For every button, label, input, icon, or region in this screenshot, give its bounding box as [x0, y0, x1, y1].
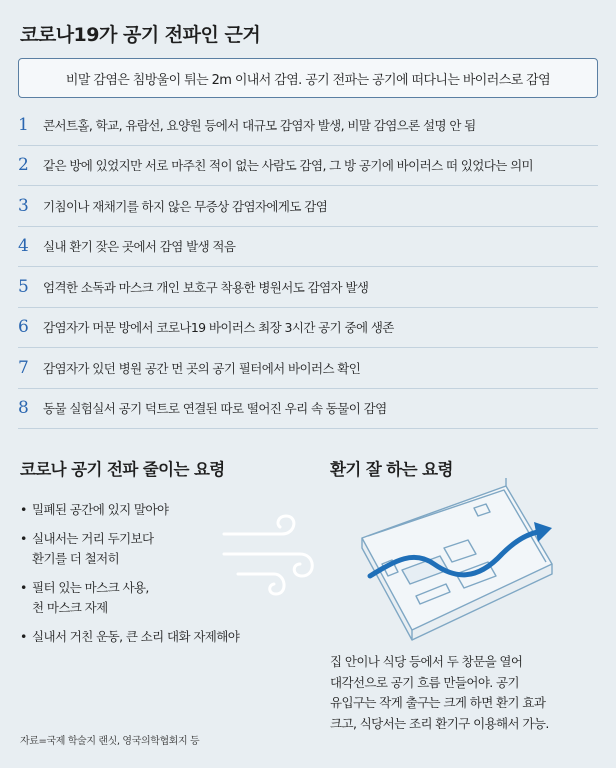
tips-title: 코로나 공기 전파 줄이는 요령 — [20, 460, 225, 479]
evidence-text: 같은 방에 있었지만 서로 마주친 적이 없는 사람도 감염, 그 방 공기에 바이러스 떠 있었다는 의미 — [43, 158, 534, 174]
tip-line: 천 마스크 자제 — [32, 600, 108, 615]
evidence-text: 실내 환기 잦은 곳에서 감염 발생 적음 — [43, 239, 236, 255]
evidence-text: 콘서트홀, 학교, 유람선, 요양원 등에서 대규모 감염자 발생, 비말 감염으론 설명 안 됨 — [43, 117, 476, 133]
ventilation-line: 집 안이나 식당 등에서 두 창문을 열어 — [330, 654, 523, 669]
tip-line: 실내서는 거리 두기보다 — [32, 531, 154, 546]
evidence-number: 6 — [18, 317, 29, 338]
evidence-item — [18, 308, 598, 349]
tip-item — [20, 627, 320, 647]
ventilation-description — [330, 652, 600, 734]
evidence-item — [18, 348, 598, 389]
ventilation-line: 크고, 식당서는 조리 환기구 이용해서 가능. — [330, 715, 549, 731]
evidence-number: 8 — [18, 398, 29, 419]
evidence-item — [18, 146, 598, 187]
ventilation-line: 대각선으로 공기 흐름 만들어야. 공기 — [330, 674, 519, 690]
evidence-text: 동물 실험실서 공기 덕트로 연결된 따로 떨어진 우리 속 동물이 감염 — [43, 401, 387, 417]
evidence-item — [18, 186, 598, 227]
evidence-item — [18, 105, 598, 146]
wind-icon — [220, 512, 320, 604]
tip-line: 환기를 더 철저히 — [32, 551, 120, 566]
evidence-number: 3 — [18, 195, 29, 216]
tip-line: 실내서 거친 운동, 큰 소리 대화 자제해야 — [32, 629, 240, 644]
bullet: • — [20, 531, 27, 546]
summary-text: 비말 감염은 침방울이 튀는 2m 이내서 감염. 공기 전파는 공기에 떠다니는 바이러스로 감염 — [65, 72, 551, 88]
tip-line: 필터 있는 마스크 사용, — [32, 580, 149, 595]
evidence-number: 2 — [18, 155, 29, 176]
summary-box — [18, 58, 598, 98]
bullet: • — [20, 502, 27, 517]
page-title: 코로나19가 공기 전파인 근거 — [20, 24, 261, 46]
bullet: • — [20, 629, 27, 644]
tip-line: 밀폐된 공간에 있지 말아야 — [32, 502, 169, 517]
evidence-text: 감염자가 머문 방에서 코로나19 바이러스 최장 3시간 공기 중에 생존 — [43, 320, 394, 336]
evidence-text: 감염자가 있던 병원 공간 먼 곳의 공기 필터에서 바이러스 확인 — [43, 360, 361, 376]
evidence-number: 7 — [18, 357, 29, 378]
evidence-text: 기침이나 재채기를 하지 않은 무증상 감염자에게도 감염 — [43, 198, 328, 214]
evidence-number: 4 — [18, 236, 29, 257]
ventilation-line: 유입구는 작게 출구는 크게 하면 환기 효과 — [330, 695, 546, 710]
source-note: 자료=국제 학술지 랜싯, 영국의학협회지 등 — [20, 736, 200, 747]
room-illustration — [356, 478, 556, 648]
evidence-number: 5 — [18, 276, 29, 297]
evidence-text: 엄격한 소독과 마스크 개인 보호구 착용한 병원서도 감염자 발생 — [43, 279, 369, 295]
evidence-item — [18, 267, 598, 308]
evidence-number: 1 — [18, 114, 29, 135]
evidence-item — [18, 389, 598, 430]
ventilation-title: 환기 잘 하는 요령 — [330, 460, 453, 479]
evidence-list — [18, 105, 598, 429]
evidence-item — [18, 227, 598, 268]
bullet: • — [20, 580, 27, 595]
